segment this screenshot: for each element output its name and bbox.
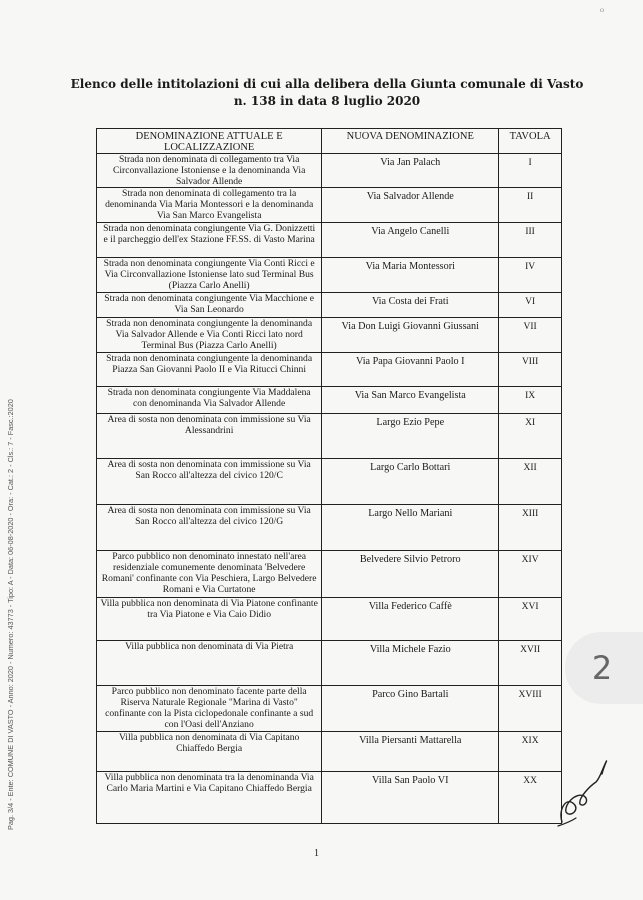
- tavola-cell: XIX: [499, 732, 562, 772]
- new-name-cell: Via Angelo Canelli: [322, 223, 499, 258]
- current-name-cell: Parco pubblico non denominato facente parte della Riserva Naturale Regionale "Marina di Vasto" confinante con la Pista ciclopedonale confinante a sud con l'Oasi dell'Anziano: [97, 686, 322, 732]
- table-row: [97, 188, 562, 223]
- current-name-cell: Villa pubblica non denominata di Via Piatone confinante tra Via Piatone e Via Caio Didio: [97, 598, 322, 641]
- new-name-cell: Largo Carlo Bottari: [322, 459, 499, 505]
- current-name-cell: Area di sosta non denominata con immissione su Via San Rocco all'altezza del civico 120/G: [97, 505, 322, 551]
- current-name-cell: Villa pubblica non denominata di Via Capitano Chiaffedo Bergia: [97, 732, 322, 772]
- table-row: [97, 318, 562, 353]
- new-name-cell: Villa Piersanti Mattarella: [322, 732, 499, 772]
- tavola-cell: XIII: [499, 505, 562, 551]
- new-name-cell: Via Jan Palach: [322, 154, 499, 188]
- table-row: [97, 732, 562, 772]
- new-name-cell: Via Don Luigi Giovanni Giussani: [322, 318, 499, 353]
- new-name-cell: Via Salvador Allende: [322, 188, 499, 223]
- table-row: [97, 258, 562, 293]
- new-name-cell: Parco Gino Bartali: [322, 686, 499, 732]
- current-name-cell: Villa pubblica non denominata tra la denominanda Via Carlo Maria Martini e Via Capitano Chiaffedo Bergia: [97, 772, 322, 824]
- new-name-cell: Via Maria Montessori: [322, 258, 499, 293]
- current-name-cell: Strada non denominata congiungente Via G. Donizzetti e il parcheggio dell'ex Stazione FF.SS. di Vasto Marina: [97, 223, 322, 258]
- table-row: [97, 686, 562, 732]
- new-name-cell: Belvedere Silvio Petroro: [322, 551, 499, 598]
- table-row: [97, 154, 562, 188]
- intitolazioni-table: [96, 128, 562, 824]
- page-badge: 2: [565, 632, 643, 704]
- table-row: [97, 641, 562, 686]
- table-row: [97, 414, 562, 459]
- top-corner-mark: O: [600, 8, 605, 14]
- table-row: [97, 598, 562, 641]
- new-name-cell: Villa Michele Fazio: [322, 641, 499, 686]
- tavola-cell: VII: [499, 318, 562, 353]
- header-new-name: NUOVA DENOMINAZIONE: [322, 129, 499, 154]
- tavola-cell: XIV: [499, 551, 562, 598]
- current-name-cell: Strada non denominata di collegamento tra Via Circonvallazione Istoniense e la denominanda Via Salvador Allende: [97, 154, 322, 188]
- tavola-cell: III: [499, 223, 562, 258]
- table-row: [97, 459, 562, 505]
- tavola-cell: XII: [499, 459, 562, 505]
- current-name-cell: Strada non denominata congiungente la denominanda Piazza San Giovanni Paolo II e Via Ritucci Chinni: [97, 353, 322, 387]
- new-name-cell: Via Costa dei Frati: [322, 293, 499, 318]
- current-name-cell: Parco pubblico non denominato innestato nell'area residenziale comunemente denominata 'Belvedere Romani' confinante con Via Peschiera, Largo Belvedere Romani e Via Curtatone: [97, 551, 322, 598]
- table-row: [97, 551, 562, 598]
- title-line-2: n. 138 in data 8 luglio 2020: [233, 94, 421, 108]
- tavola-cell: XVII: [499, 641, 562, 686]
- new-name-cell: Via San Marco Evangelista: [322, 387, 499, 414]
- current-name-cell: Strada non denominata congiungente Via Conti Ricci e Via Circonvallazione Istoniense lato sud Terminal Bus (Piazza Carlo Anelli): [97, 258, 322, 293]
- new-name-cell: Via Papa Giovanni Paolo I: [322, 353, 499, 387]
- tavola-cell: XX: [499, 772, 562, 824]
- tavola-cell: VIII: [499, 353, 562, 387]
- title-line-1: Elenco delle intitolazioni di cui alla delibera della Giunta comunale di Vasto: [70, 77, 584, 91]
- document-title: [70, 76, 584, 110]
- current-name-cell: Strada non denominata congiungente Via Maddalena con denominanda Via Salvador Allende: [97, 387, 322, 414]
- table-row: [97, 353, 562, 387]
- current-name-cell: Villa pubblica non denominata di Via Pietra: [97, 641, 322, 686]
- tavola-cell: IV: [499, 258, 562, 293]
- current-name-cell: Strada non denominata congiungente la denominanda Via Salvador Allende e Via Conti Ricci lato nord Terminal Bus (Piazza Carlo Anelli): [97, 318, 322, 353]
- tavola-cell: XVI: [499, 598, 562, 641]
- header-current-name: DENOMINAZIONE ATTUALE E LOCALIZZAZIONE: [97, 129, 322, 154]
- new-name-cell: Largo Ezio Pepe: [322, 414, 499, 459]
- table-row: [97, 772, 562, 824]
- table-row: [97, 293, 562, 318]
- current-name-cell: Area di sosta non denominata con immissione su Via Alessandrini: [97, 414, 322, 459]
- current-name-cell: Strada non denominata congiungente Via Macchione e Via San Leonardo: [97, 293, 322, 318]
- table-row: [97, 223, 562, 258]
- tavola-cell: XVIII: [499, 686, 562, 732]
- page-number: 1: [314, 848, 319, 859]
- tavola-cell: I: [499, 154, 562, 188]
- signature-scribble: [556, 752, 616, 832]
- header-tavola: TAVOLA: [499, 129, 562, 154]
- tavola-cell: IX: [499, 387, 562, 414]
- current-name-cell: Area di sosta non denominata con immissione su Via San Rocco all'altezza del civico 120/C: [97, 459, 322, 505]
- tavola-cell: II: [499, 188, 562, 223]
- tavola-cell: XI: [499, 414, 562, 459]
- table-header-row: [97, 129, 562, 154]
- table-row: [97, 387, 562, 414]
- new-name-cell: Villa San Paolo VI: [322, 772, 499, 824]
- current-name-cell: Strada non denominata di collegamento tra la denominanda Via Maria Montessori e la denominanda Via San Marco Evangelista: [97, 188, 322, 223]
- table-row: [97, 505, 562, 551]
- new-name-cell: Largo Nello Mariani: [322, 505, 499, 551]
- new-name-cell: Villa Federico Caffè: [322, 598, 499, 641]
- tavola-cell: VI: [499, 293, 562, 318]
- protocol-side-stamp: Pag. 3/4 - Ente: COMUNE DI VASTO - Anno: 2020 - Numero: 43773 - Tipo: A - Data: 06-08-2020 - Ora: - Cat.: 2 - Cls.: 7 - Fasc.:2020: [6, 399, 15, 830]
